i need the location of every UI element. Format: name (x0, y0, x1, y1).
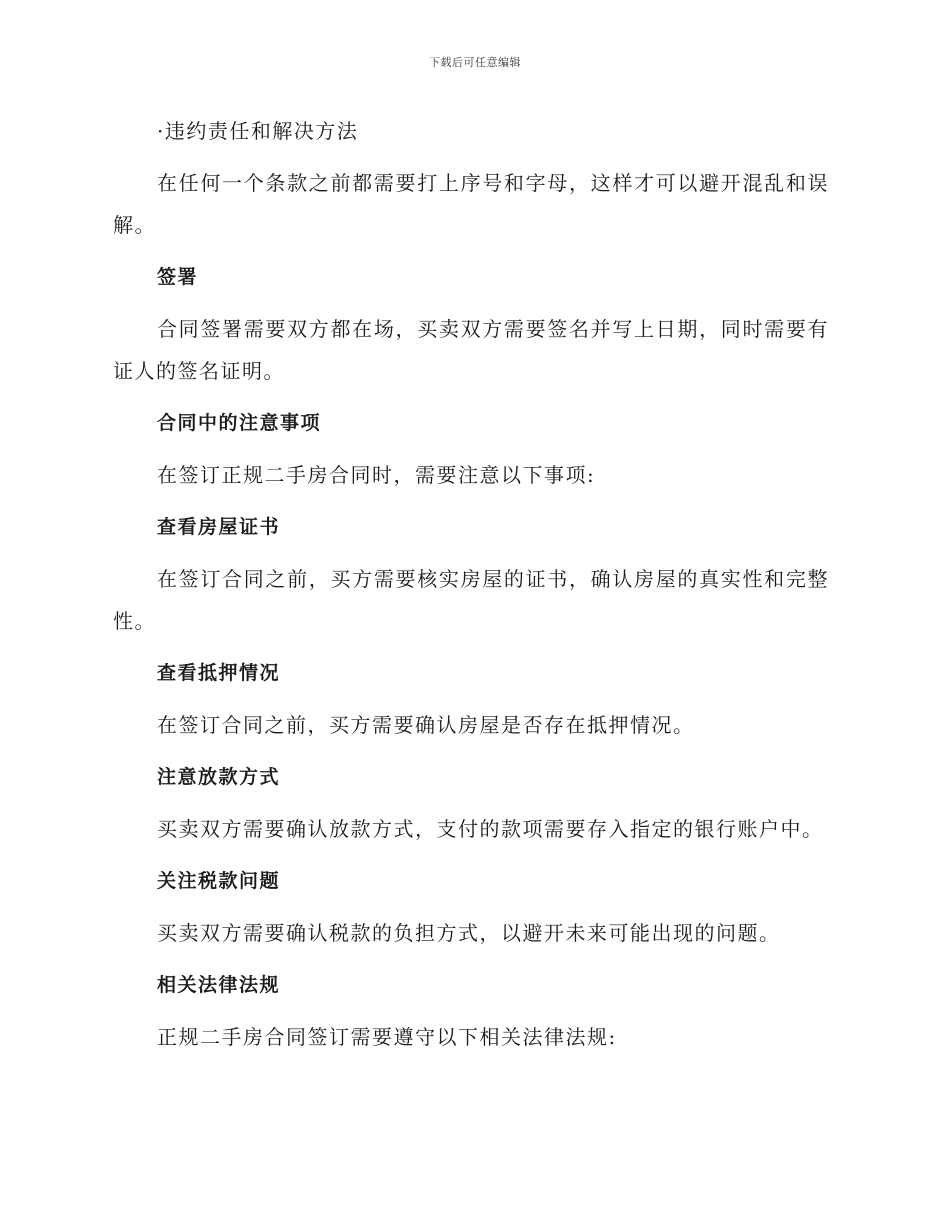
paragraph-clause-numbering: 在任何一个条款之前都需要打上序号和字母，这样才可以避开混乱和误解。 (113, 171, 829, 237)
section-heading-payment-method: 注意放款方式 (157, 766, 281, 788)
paragraph-tax-issues: 买卖双方需要确认税款的负担方式，以避开未来可能出现的问题。 (157, 921, 781, 945)
section-heading-check-mortgage: 查看抵押情况 (157, 662, 281, 684)
section-heading-signing: 签署 (157, 266, 199, 288)
paragraph-check-mortgage: 在签订合同之前，买方需要确认房屋是否存在抵押情况。 (157, 713, 695, 737)
paragraph-signing: 合同签署需要双方都在场，买卖双方需要签名并写上日期，同时需要有证人的签名证明。 (113, 317, 829, 383)
bullet-item-breach-liability: ·违约责任和解决方法 (157, 119, 359, 143)
paragraph-laws: 正规二手房合同签订需要遵守以下相关法律法规: (157, 1025, 617, 1049)
section-heading-precautions: 合同中的注意事项 (157, 412, 322, 434)
paragraph-check-certificate: 在签订合同之前，买方需要核实房屋的证书，确认房屋的真实性和完整性。 (113, 567, 829, 633)
page-header-note: 下载后可任意编辑 (429, 56, 521, 69)
document-body (113, 110, 829, 1068)
section-heading-laws: 相关法律法规 (157, 974, 281, 996)
section-heading-check-certificate: 查看房屋证书 (157, 516, 281, 538)
section-heading-tax-issues: 关注税款问题 (157, 870, 281, 892)
paragraph-precautions-intro: 在签订正规二手房合同时，需要注意以下事项: (157, 463, 596, 487)
paragraph-payment-method: 买卖双方需要确认放款方式，支付的款项需要存入指定的银行账户中。 (157, 817, 824, 841)
